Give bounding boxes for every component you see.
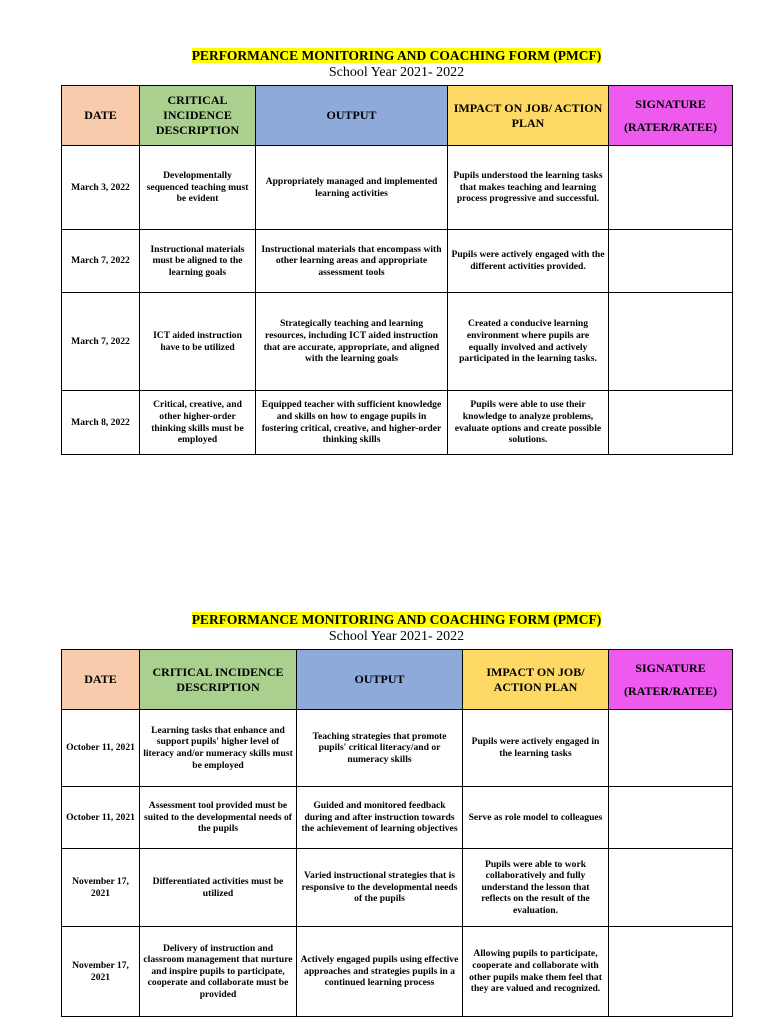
pmcf-form-2 [61,612,732,1017]
cell-output: Equipped teacher with sufficient knowledge and skills on how to engage pupils in fostering critical, creative, and higher-order thinking skills [256,391,448,455]
table-row [62,787,733,849]
cell-critical: Assessment tool provided must be suited to the developmental needs of the pupils [140,787,297,849]
table-row [62,230,733,293]
cell-output: Instructional materials that encompass with other learning areas and appropriate assessment tools [256,230,448,293]
header-impact: IMPACT ON JOB/ ACTION PLAN [463,650,609,710]
header-date: DATE [62,86,140,146]
cell-critical: Critical, creative, and other higher-order thinking skills must be employed [140,391,256,455]
header-critical-incidence: CRITICAL INCIDENCE DESCRIPTION [140,86,256,146]
header-signature-label: SIGNATURE [635,96,706,111]
cell-impact: Serve as role model to colleagues [463,787,609,849]
cell-signature [609,293,733,391]
cell-output: Appropriately managed and implemented learning activities [256,146,448,230]
header-signature [609,86,733,146]
cell-date: November 17, 2021 [62,849,140,927]
cell-output: Strategically teaching and learning resources, including ICT aided instruction that are accurate, appropriate, and aligned with the learning goals [256,293,448,391]
cell-signature [609,927,733,1017]
form-title: PERFORMANCE MONITORING AND COACHING FORM (PMCF) [191,612,602,627]
header-signature [609,650,733,710]
cell-output: Guided and monitored feedback during and after instruction towards the achievement of learning objectives [297,787,463,849]
pmcf-table [61,85,733,455]
table-row [62,710,733,787]
table-row [62,849,733,927]
school-year: School Year 2021- 2022 [328,629,465,644]
school-year: School Year 2021- 2022 [328,65,465,80]
table-row [62,146,733,230]
table-row [62,927,733,1017]
cell-output: Teaching strategies that promote pupils' critical literacy/and or numeracy skills [297,710,463,787]
cell-impact: Pupils were able to work collaboratively and fully understand the lesson that reflects on the result of the evaluation. [463,849,609,927]
cell-output: Actively engaged pupils using effective approaches and strategies pupils in a continued learning process [297,927,463,1017]
cell-impact: Pupils were actively engaged in the learning tasks [463,710,609,787]
form-title: PERFORMANCE MONITORING AND COACHING FORM (PMCF) [191,48,602,63]
header-row [62,650,733,710]
cell-impact: Created a conducive learning environment where pupils are equally involved and actively participated in the learning tasks. [448,293,609,391]
cell-date: October 11, 2021 [62,787,140,849]
cell-signature [609,787,733,849]
header-signature-role: (RATER/RATEE) [624,683,717,698]
header-impact: IMPACT ON JOB/ ACTION PLAN [448,86,609,146]
cell-signature [609,146,733,230]
pmcf-form-1 [61,48,732,455]
cell-signature [609,391,733,455]
cell-date: March 3, 2022 [62,146,140,230]
cell-impact: Pupils were able to use their knowledge to analyze problems, evaluate options and create possible solutions. [448,391,609,455]
cell-output: Varied instructional strategies that is responsive to the developmental needs of the pupils [297,849,463,927]
cell-impact: Allowing pupils to participate, cooperate and collaborate with other pupils make them feel that they are valued and recognized. [463,927,609,1017]
cell-date: October 11, 2021 [62,710,140,787]
cell-impact: Pupils were actively engaged with the different activities provided. [448,230,609,293]
cell-critical: Developmentally sequenced teaching must be evident [140,146,256,230]
header-row [62,86,733,146]
header-date: DATE [62,650,140,710]
pmcf-table [61,649,733,1017]
cell-signature [609,849,733,927]
header-output: OUTPUT [256,86,448,146]
cell-date: March 7, 2022 [62,293,140,391]
cell-date: November 17, 2021 [62,927,140,1017]
cell-impact: Pupils understood the learning tasks that makes teaching and learning process progressive and successful. [448,146,609,230]
cell-critical: Learning tasks that enhance and support pupils' higher level of literacy and/or numeracy skills must be employed [140,710,297,787]
cell-signature [609,230,733,293]
cell-critical: Differentiated activities must be utilized [140,849,297,927]
cell-date: March 7, 2022 [62,230,140,293]
cell-signature [609,710,733,787]
cell-date: March 8, 2022 [62,391,140,455]
header-critical-incidence: CRITICAL INCIDENCE DESCRIPTION [140,650,297,710]
header-output: OUTPUT [297,650,463,710]
header-signature-label: SIGNATURE [635,660,706,675]
table-row [62,293,733,391]
cell-critical: Instructional materials must be aligned to the learning goals [140,230,256,293]
cell-critical: ICT aided instruction have to be utilized [140,293,256,391]
cell-critical: Delivery of instruction and classroom management that nurture and inspire pupils to participate, cooperate and collaborate must be provided [140,927,297,1017]
table-row [62,391,733,455]
header-signature-role: (RATER/RATEE) [624,119,717,134]
